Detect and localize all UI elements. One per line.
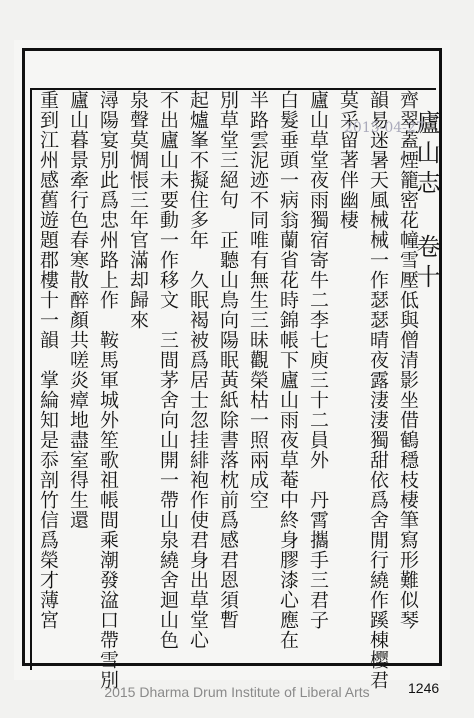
text-column: 重到江州感舊遊題郡樓十一韻 掌綸知是忝剖竹信爲榮才薄宮 [37, 90, 59, 630]
text-column: 廬山草堂夜雨獨宿寄牛二李七庾三十二員外 丹霄攜手三君子 [307, 90, 329, 630]
book-title-header: 廬山志 卷十 [412, 110, 440, 294]
copyright-footer: 2015 Dharma Drum Institute of Liberal Arts [104, 684, 370, 700]
text-column: 白髮垂頭一病翁蘭省花時錦帳下廬山雨夜草菴中終身膠漆心應在 [277, 90, 299, 650]
text-column: 半路雲泥迹不同唯有無生三昧觀榮枯一照兩成空 [247, 90, 269, 510]
text-column: 齊翠蓋煙籠密花幢雪壓低與僧清影坐借鶴穩枝棲筆寫形難似琴 [397, 90, 419, 630]
text-column: 別草堂三絕句 正聽山鳥向陽眠黃紙除書落枕前爲感君恩須暫 [217, 90, 239, 630]
text-column: 韻易迷暑天風械械一作瑟瑟晴夜露淒淒獨甜依爲舍閒行繞作蹊棟樱君 [367, 90, 389, 690]
text-column: 起爐峯不擬住多年 久眠褐被爲居士忽挂緋袍作使君身出草堂心 [187, 90, 209, 650]
text-column: 不出廬山未要動一作移文 三間茅舍向山開一帶山泉繞舍迴山色 [157, 90, 179, 650]
text-column: 泉聲莫惆悵三年官滿却歸來 [127, 90, 149, 330]
text-column: 廬山暮景牽行色春寒散醉顏共嗟炎瘴地盡室得生還 [67, 90, 89, 530]
text-column: 潯陽宴別此爲忠州路上作 鞍馬軍城外笙歌祖帳間乘潮發湓口帶雪別 [97, 90, 119, 690]
page-number: 1246 [408, 680, 440, 696]
date-watermark: 2015-04-27 [344, 120, 425, 136]
text-column: 莫采留著伴幽棲 [337, 90, 359, 230]
